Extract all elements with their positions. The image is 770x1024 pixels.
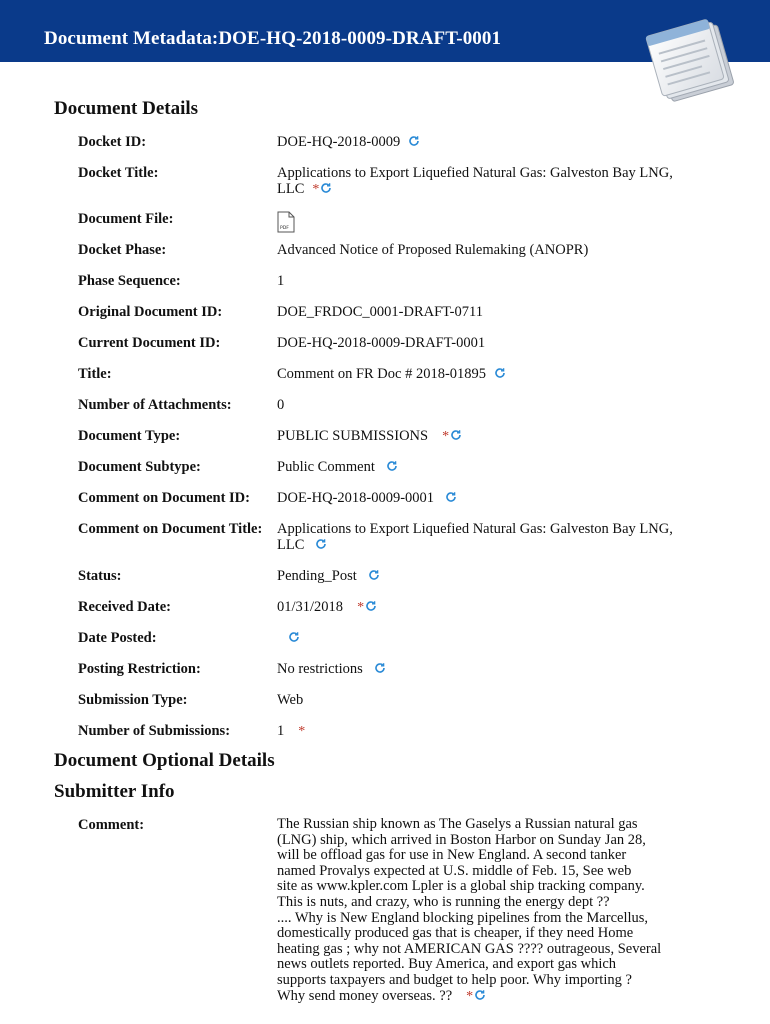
required-marker: *: [298, 724, 306, 739]
value-title: Comment on FR Doc # 2018-01895: [277, 366, 677, 382]
section-heading-submitter-info: Submitter Info: [54, 781, 175, 802]
refresh-icon[interactable]: [368, 569, 380, 581]
value-comment: [277, 817, 682, 1004]
label-posting-restriction: Posting Restriction:: [78, 661, 201, 677]
label-docket-phase: Docket Phase:: [78, 242, 167, 258]
refresh-icon[interactable]: [445, 491, 457, 503]
value-posting-restriction: No restrictions: [277, 661, 677, 677]
comment-line: will be offload gas for use in New England. A second tanker: [277, 847, 627, 864]
value-status: Pending_Post: [277, 568, 677, 584]
section-heading-document-details: Document Details: [54, 98, 199, 119]
label-document-file: Document File:: [78, 211, 174, 227]
label-number-of-submissions: Number of Submissions:: [78, 723, 231, 739]
comment-line: site as www.kpler.com Lpler is a global ship tracking company.: [277, 878, 645, 895]
value-document-subtype: Public Comment: [277, 459, 677, 475]
pdf-file-icon[interactable]: [277, 211, 295, 233]
label-original-document-id: Original Document ID:: [78, 304, 223, 320]
refresh-icon[interactable]: [365, 600, 377, 612]
refresh-icon[interactable]: [386, 460, 398, 472]
value-docket-title: Applications to Export Liquefied Natural Gas: Galveston Bay LNG, LLC *: [277, 165, 673, 197]
required-marker: *: [357, 600, 365, 615]
refresh-icon[interactable]: [494, 367, 506, 379]
comment-line: .... Why is New England blocking pipelines from the Marcellus,: [277, 909, 649, 926]
value-date-posted: [277, 630, 677, 646]
refresh-icon[interactable]: [408, 135, 420, 147]
value-number-of-submissions: 1 *: [277, 723, 306, 739]
comment-line: domestically produced gas that is cheaper, if they need Home: [277, 925, 634, 942]
section-heading-optional-details: Document Optional Details: [54, 750, 275, 771]
value-docket-id: DOE-HQ-2018-0009: [277, 134, 677, 150]
comment-line-last: Why send money overseas. ?? *: [277, 989, 682, 1005]
label-docket-title: Docket Title:: [78, 165, 159, 181]
label-received-date: Received Date:: [78, 599, 171, 615]
label-comment: Comment:: [78, 817, 145, 833]
comment-line: named Provalys expected at U.S. middle of Feb. 15, See web: [277, 862, 632, 879]
refresh-icon[interactable]: [474, 989, 486, 1001]
page-title: Document Metadata:DOE-HQ-2018-0009-DRAFT-0001: [44, 28, 502, 49]
label-title: Title:: [78, 366, 112, 382]
value-document-type: PUBLIC SUBMISSIONS *: [277, 428, 677, 445]
required-marker: *: [466, 988, 474, 1004]
value-phase-sequence: 1: [277, 273, 285, 289]
comment-line: This is nuts, and crazy, who is running the energy dept ??: [277, 893, 610, 910]
value-comment-on-document-title: Applications to Export Liquefied Natural Gas: Galveston Bay LNG, LLC: [277, 521, 673, 553]
label-document-type: Document Type:: [78, 428, 181, 444]
value-number-of-attachments: 0: [277, 397, 285, 413]
value-received-date: 01/31/2018 *: [277, 599, 677, 616]
comment-line: The Russian ship known as The Gaselys a Russian natural gas: [277, 816, 638, 832]
label-comment-on-document-title: Comment on Document Title:: [78, 521, 263, 537]
comment-line: supports taxpayers and budget to help poor. Why importing ?: [277, 971, 632, 988]
label-submission-type: Submission Type:: [78, 692, 188, 708]
label-docket-id: Docket ID:: [78, 134, 147, 150]
value-docket-phase: Advanced Notice of Proposed Rulemaking (ANOPR): [277, 242, 589, 258]
refresh-icon[interactable]: [450, 429, 462, 441]
pdf-file-icon-text: PDF: [280, 226, 289, 231]
label-document-subtype: Document Subtype:: [78, 459, 201, 475]
label-comment-on-document-id: Comment on Document ID:: [78, 490, 250, 506]
comment-line: (LNG) ship, which arrived in Boston Harbor on Sunday Jan 28,: [277, 831, 646, 848]
refresh-icon[interactable]: [374, 662, 386, 674]
label-status: Status:: [78, 568, 122, 584]
value-submission-type: Web: [277, 692, 304, 708]
label-date-posted: Date Posted:: [78, 630, 157, 646]
value-current-document-id: DOE-HQ-2018-0009-DRAFT-0001: [277, 335, 486, 351]
label-number-of-attachments: Number of Attachments:: [78, 397, 232, 413]
value-comment-on-document-id: DOE-HQ-2018-0009-0001: [277, 490, 677, 506]
required-marker: *: [442, 429, 450, 444]
refresh-icon[interactable]: [288, 631, 300, 643]
label-current-document-id: Current Document ID:: [78, 335, 221, 351]
value-original-document-id: DOE_FRDOC_0001-DRAFT-0711: [277, 304, 483, 320]
comment-line: heating gas ; why not AMERICAN GAS ???? outrageous, Several: [277, 940, 662, 957]
document-stack-icon: [640, 12, 750, 108]
comment-line: news outlets reported. Buy America, and export gas which: [277, 956, 617, 973]
value-document-file: [277, 211, 677, 233]
refresh-icon[interactable]: [315, 538, 327, 550]
refresh-icon[interactable]: [320, 182, 332, 194]
required-marker: *: [312, 182, 320, 197]
label-phase-sequence: Phase Sequence:: [78, 273, 181, 289]
